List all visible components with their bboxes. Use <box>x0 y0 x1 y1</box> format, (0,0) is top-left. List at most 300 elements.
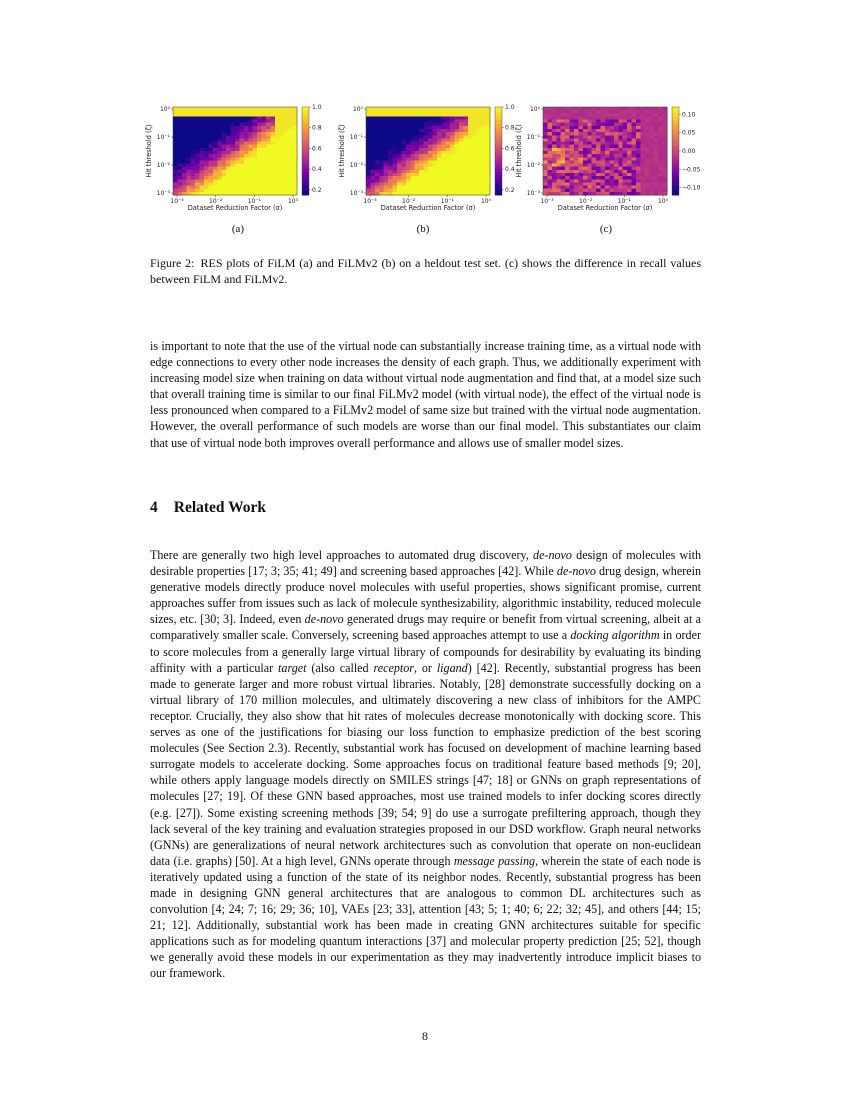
colorbar-step <box>495 151 502 154</box>
heatmap-cell <box>288 110 293 113</box>
heatmap-cell <box>605 148 610 151</box>
heatmap-cell <box>182 160 187 163</box>
heatmap-cell <box>195 189 200 192</box>
heatmap-cell <box>477 132 482 135</box>
heatmap-cell <box>468 148 473 151</box>
heatmap-cell <box>455 186 460 189</box>
heatmap-cell <box>596 120 601 123</box>
heatmap-cell <box>253 135 258 138</box>
heatmap-cell <box>231 138 236 141</box>
heatmap-cell <box>379 157 384 160</box>
heatmap-cell <box>370 142 375 145</box>
heatmap-cell <box>441 189 446 192</box>
heatmap-cell <box>570 189 575 192</box>
heatmap-cell <box>388 182 393 185</box>
heatmap-cell <box>182 123 187 126</box>
heatmap-cell <box>446 189 451 192</box>
heatmap-cell <box>222 154 227 157</box>
x-tick-label: 10⁰ <box>480 198 492 205</box>
heatmap-cell <box>406 126 411 129</box>
heatmap-cell <box>293 123 298 126</box>
heatmap-cell <box>191 120 196 123</box>
heatmap-cell <box>556 126 561 129</box>
heatmap-cell <box>388 170 393 173</box>
heatmap-cell <box>293 126 298 129</box>
heatmap-cell <box>231 160 236 163</box>
heatmap-cell <box>415 164 420 167</box>
heatmap-cell <box>552 120 557 123</box>
heatmap-cell <box>543 120 548 123</box>
heatmap-cell <box>632 145 637 148</box>
heatmap-cell <box>275 120 280 123</box>
heatmap-cell <box>450 120 455 123</box>
heatmap-cell <box>195 170 200 173</box>
heatmap-cell <box>173 176 178 179</box>
heatmap-cell <box>441 123 446 126</box>
heatmap-cell <box>614 110 619 113</box>
heatmap-cell <box>450 123 455 126</box>
heatmap-cell <box>547 173 552 176</box>
heatmap-cell <box>472 179 477 182</box>
heatmap-cell <box>587 145 592 148</box>
heatmap-cell <box>623 157 628 160</box>
heatmap-cell <box>226 116 231 119</box>
heatmap-cell <box>293 179 298 182</box>
heatmap-cell <box>275 179 280 182</box>
colorbar-step <box>302 118 309 121</box>
heatmap-cell <box>288 135 293 138</box>
heatmap-cell <box>262 179 267 182</box>
heatmap-cell <box>477 182 482 185</box>
heatmap-cell <box>288 142 293 145</box>
heatmap-cell <box>543 142 548 145</box>
heatmap-cell <box>177 154 182 157</box>
heatmap-cell <box>375 189 380 192</box>
heatmap-cell <box>195 164 200 167</box>
heatmap-cell <box>222 189 227 192</box>
heatmap-cell <box>379 132 384 135</box>
heatmap-cell <box>239 151 244 154</box>
heatmap-cell <box>623 145 628 148</box>
heatmap-cell <box>366 110 371 113</box>
heatmap-cell <box>587 132 592 135</box>
heatmap-cell <box>481 167 486 170</box>
heatmap-cell <box>222 160 227 163</box>
y-tick-label: 10⁻¹ <box>349 134 363 141</box>
heatmap-cell <box>605 107 610 110</box>
heatmap-cell <box>217 129 222 132</box>
heatmap-cell <box>614 148 619 151</box>
heatmap-cell <box>446 132 451 135</box>
heatmap-cell <box>552 173 557 176</box>
heatmap-cell <box>432 173 437 176</box>
heatmap-cell <box>293 110 298 113</box>
heatmap-cell <box>472 176 477 179</box>
heatmap-cell <box>222 164 227 167</box>
heatmap-cell <box>578 132 583 135</box>
heatmap-cell <box>547 151 552 154</box>
y-axis-label: Hit threshold (ζ) <box>145 124 153 178</box>
heatmap-cell <box>257 176 262 179</box>
heatmap-cell <box>235 110 240 113</box>
heatmap-cell <box>543 182 548 185</box>
heatmap-cell <box>596 160 601 163</box>
heatmap-cell <box>632 151 637 154</box>
heatmap-cell <box>432 167 437 170</box>
heatmap-cell <box>614 157 619 160</box>
heatmap-cell <box>186 186 191 189</box>
heatmap-cell <box>645 145 650 148</box>
heatmap-cell <box>640 170 645 173</box>
heatmap-cell <box>481 132 486 135</box>
heatmap-cell <box>556 151 561 154</box>
heatmap-cell <box>658 132 663 135</box>
heatmap-cell <box>384 189 389 192</box>
heatmap-cell <box>486 157 491 160</box>
heatmap-cell <box>288 138 293 141</box>
heatmap-cell <box>401 157 406 160</box>
heatmap-cell <box>627 151 632 154</box>
heatmap-cell <box>293 160 298 163</box>
heatmap-cell <box>432 160 437 163</box>
heatmap-cell <box>649 135 654 138</box>
heatmap-cell <box>618 154 623 157</box>
heatmap-cell <box>486 173 491 176</box>
heatmap-cell <box>401 142 406 145</box>
heatmap-cell <box>552 116 557 119</box>
colorbar-step <box>672 133 679 136</box>
heatmap-cell <box>481 126 486 129</box>
heatmap-cell <box>636 145 641 148</box>
heatmap-cell <box>632 135 637 138</box>
colorbar-step <box>495 184 502 187</box>
heatmap-cell <box>226 148 231 151</box>
heatmap-cell <box>632 164 637 167</box>
heatmap-cell <box>640 132 645 135</box>
heatmap-cell <box>561 148 566 151</box>
heatmap-cell <box>614 164 619 167</box>
heatmap-cell <box>410 176 415 179</box>
heatmap-cell <box>293 186 298 189</box>
heatmap-cell <box>248 120 253 123</box>
colorbar-step <box>495 164 502 167</box>
heatmap-cell <box>605 173 610 176</box>
heatmap-cell <box>601 176 606 179</box>
heatmap-cell <box>248 173 253 176</box>
heatmap-cell <box>565 138 570 141</box>
heatmap-cell <box>552 151 557 154</box>
heatmap-cell <box>556 138 561 141</box>
heatmap-cell <box>235 129 240 132</box>
heatmap-cell <box>472 116 477 119</box>
heatmap-cell <box>428 129 433 132</box>
heatmap-cell <box>388 176 393 179</box>
heatmap-cell <box>645 123 650 126</box>
heatmap-cell <box>587 170 592 173</box>
heatmap-cell <box>618 176 623 179</box>
heatmap-cell <box>649 132 654 135</box>
heatmap-cell <box>455 157 460 160</box>
heatmap-cell <box>623 135 628 138</box>
heatmap-cell <box>419 182 424 185</box>
heatmap-cell <box>614 138 619 141</box>
heatmap-cell <box>375 135 380 138</box>
heatmap-cell <box>552 154 557 157</box>
heatmap-cell <box>640 135 645 138</box>
heatmap-cell <box>441 138 446 141</box>
heatmap-cell <box>618 126 623 129</box>
heatmap-cell <box>432 135 437 138</box>
heatmap-cell <box>419 135 424 138</box>
heatmap-cell <box>235 182 240 185</box>
heatmap-cell <box>649 189 654 192</box>
heatmap-cell <box>583 123 588 126</box>
y-tick-label: 10⁻¹ <box>156 134 170 141</box>
heatmap-cell <box>419 160 424 163</box>
heatmap-cell <box>410 148 415 151</box>
heatmap-cell <box>415 135 420 138</box>
heatmap-cell <box>213 107 218 110</box>
heatmap-cell <box>450 186 455 189</box>
heatmap-cell <box>459 160 464 163</box>
heatmap-cell <box>257 113 262 116</box>
heatmap-cell <box>605 138 610 141</box>
heatmap-cell <box>208 132 213 135</box>
heatmap-cell <box>592 145 597 148</box>
heatmap-cell <box>384 170 389 173</box>
heatmap-cell <box>640 176 645 179</box>
heatmap-cell <box>182 167 187 170</box>
heatmap-cell <box>477 186 482 189</box>
heatmap-cell <box>605 154 610 157</box>
heatmap-cell <box>459 116 464 119</box>
heatmap-cell <box>472 160 477 163</box>
heatmap-cell <box>375 138 380 141</box>
heatmap-cell <box>244 170 249 173</box>
heatmap-cell <box>397 160 402 163</box>
heatmap-cell <box>406 182 411 185</box>
heatmap-cell <box>592 186 597 189</box>
heatmap-cell <box>406 138 411 141</box>
colorbar-step <box>672 138 679 141</box>
heatmap-cell <box>463 142 468 145</box>
heatmap-cell <box>239 113 244 116</box>
colorbar-tick-label: 1.0 <box>505 104 515 111</box>
heatmap-cell <box>565 167 570 170</box>
heatmap-cell <box>636 110 641 113</box>
heatmap-cell <box>640 107 645 110</box>
heatmap-cell <box>393 154 398 157</box>
heatmap-cell <box>401 186 406 189</box>
heatmap-cell <box>288 148 293 151</box>
heatmap-cell <box>556 110 561 113</box>
heatmap-cell <box>284 123 289 126</box>
heatmap-cell <box>275 182 280 185</box>
heatmap-cell <box>463 126 468 129</box>
heatmap-cell <box>609 132 614 135</box>
heatmap-cell <box>375 120 380 123</box>
heatmap-cell <box>543 126 548 129</box>
heatmap-cell <box>570 176 575 179</box>
colorbar-step <box>302 136 309 139</box>
colorbar-step <box>302 147 309 150</box>
heatmap-cell <box>204 154 209 157</box>
heatmap-cell <box>592 179 597 182</box>
heatmap-cell <box>618 123 623 126</box>
heatmap-cell <box>654 129 659 132</box>
heatmap-cell <box>177 138 182 141</box>
heatmap-cell <box>649 110 654 113</box>
heatmap-cell <box>401 120 406 123</box>
heatmap-cell <box>226 113 231 116</box>
heatmap-cell <box>543 129 548 132</box>
heatmap-cell <box>173 179 178 182</box>
heatmap-cell <box>618 160 623 163</box>
heatmap-cell <box>397 129 402 132</box>
heatmap-cell <box>645 107 650 110</box>
heatmap-cell <box>415 182 420 185</box>
heatmap-cell <box>288 126 293 129</box>
colorbar-tick-label: 1.0 <box>312 104 322 111</box>
colorbar-step <box>672 107 679 110</box>
heatmap-cell <box>415 110 420 113</box>
heatmap-cell <box>284 148 289 151</box>
heatmap-cell <box>401 110 406 113</box>
heatmap-cell <box>406 120 411 123</box>
heatmap-cell <box>204 157 209 160</box>
heatmap-cell <box>415 186 420 189</box>
heatmap-cell <box>583 157 588 160</box>
heatmap-cell <box>270 129 275 132</box>
heatmap-cell <box>235 142 240 145</box>
heatmap-cell <box>459 132 464 135</box>
heatmap-cell <box>266 135 271 138</box>
heatmap-cell <box>605 186 610 189</box>
heatmap-cell <box>388 138 393 141</box>
heatmap-cell <box>191 179 196 182</box>
heatmap-cell <box>195 173 200 176</box>
x-tick-label: 10⁻¹ <box>440 198 454 205</box>
heatmap-cell <box>186 154 191 157</box>
heatmap-cell <box>200 154 205 157</box>
heatmap-cell <box>486 107 491 110</box>
heatmap-cell <box>393 170 398 173</box>
heatmap-cell <box>222 167 227 170</box>
heatmap-cell <box>266 164 271 167</box>
heatmap-cell <box>239 173 244 176</box>
heatmap-cell <box>213 148 218 151</box>
heatmap-cell <box>195 167 200 170</box>
colorbar-step <box>495 138 502 141</box>
heatmap-cell <box>570 148 575 151</box>
heatmap-cell <box>627 123 632 126</box>
heatmap-cell <box>275 116 280 119</box>
heatmap-cell <box>375 164 380 167</box>
heatmap-cell <box>592 123 597 126</box>
heatmap-cell <box>592 113 597 116</box>
heatmap-cell <box>578 160 583 163</box>
heatmap-cell <box>450 107 455 110</box>
heatmap-cell <box>658 135 663 138</box>
colorbar-step <box>302 122 309 125</box>
heatmap-cell <box>208 120 213 123</box>
heatmap-cell <box>605 170 610 173</box>
heatmap-cell <box>477 151 482 154</box>
heatmap-cell <box>279 142 284 145</box>
heatmap-cell <box>222 179 227 182</box>
heatmap-cell <box>384 151 389 154</box>
heatmap-cell <box>419 148 424 151</box>
heatmap-cell <box>463 170 468 173</box>
heatmap-cell <box>623 179 628 182</box>
colorbar-step <box>495 111 502 114</box>
colorbar-step <box>495 107 502 110</box>
heatmap-cell <box>379 151 384 154</box>
colorbar-step <box>495 144 502 147</box>
heatmap-cell <box>293 176 298 179</box>
y-tick-label: 10⁻² <box>349 162 363 169</box>
heatmap-cell <box>587 138 592 141</box>
heatmap-cell <box>235 164 240 167</box>
heatmap-cell <box>410 142 415 145</box>
heatmap-cell <box>654 113 659 116</box>
heatmap-cell <box>437 135 442 138</box>
heatmap-cell <box>428 138 433 141</box>
heatmap-cell <box>217 189 222 192</box>
colorbar-step <box>302 164 309 167</box>
heatmap-cell <box>186 157 191 160</box>
colorbar-step <box>672 116 679 119</box>
heatmap-cell <box>186 113 191 116</box>
heatmap-cell <box>632 160 637 163</box>
heatmap-cell <box>191 107 196 110</box>
heatmap-cell <box>226 129 231 132</box>
heatmap-cell <box>379 123 384 126</box>
heatmap-cell <box>248 132 253 135</box>
heatmap-cell <box>393 160 398 163</box>
heatmap-cell <box>459 142 464 145</box>
heatmap-cell <box>547 186 552 189</box>
heatmap-cell <box>547 126 552 129</box>
heatmap-cell <box>244 113 249 116</box>
heatmap-cell <box>609 151 614 154</box>
heatmap-cell <box>596 164 601 167</box>
heatmap-cell <box>441 170 446 173</box>
heatmap-cell <box>432 132 437 135</box>
heatmap-cell <box>587 126 592 129</box>
heatmap-cell <box>293 132 298 135</box>
heatmap-cell <box>288 176 293 179</box>
heatmap-cell <box>578 113 583 116</box>
heatmap-cell <box>393 189 398 192</box>
heatmap-cell <box>463 148 468 151</box>
heatmap-cell <box>270 123 275 126</box>
heatmap-cell <box>561 186 566 189</box>
heatmap-cell <box>649 107 654 110</box>
heatmap-cell <box>397 148 402 151</box>
heatmap-cell <box>419 189 424 192</box>
heatmap-cell <box>472 120 477 123</box>
heatmap-cell <box>441 154 446 157</box>
heatmap-cell <box>401 148 406 151</box>
heatmap-cell <box>257 116 262 119</box>
heatmap-cell <box>450 182 455 185</box>
heatmap-cell <box>186 129 191 132</box>
heatmap-cell <box>552 123 557 126</box>
heatmap-cell <box>397 120 402 123</box>
heatmap-cell <box>618 170 623 173</box>
heatmap-cell <box>578 110 583 113</box>
